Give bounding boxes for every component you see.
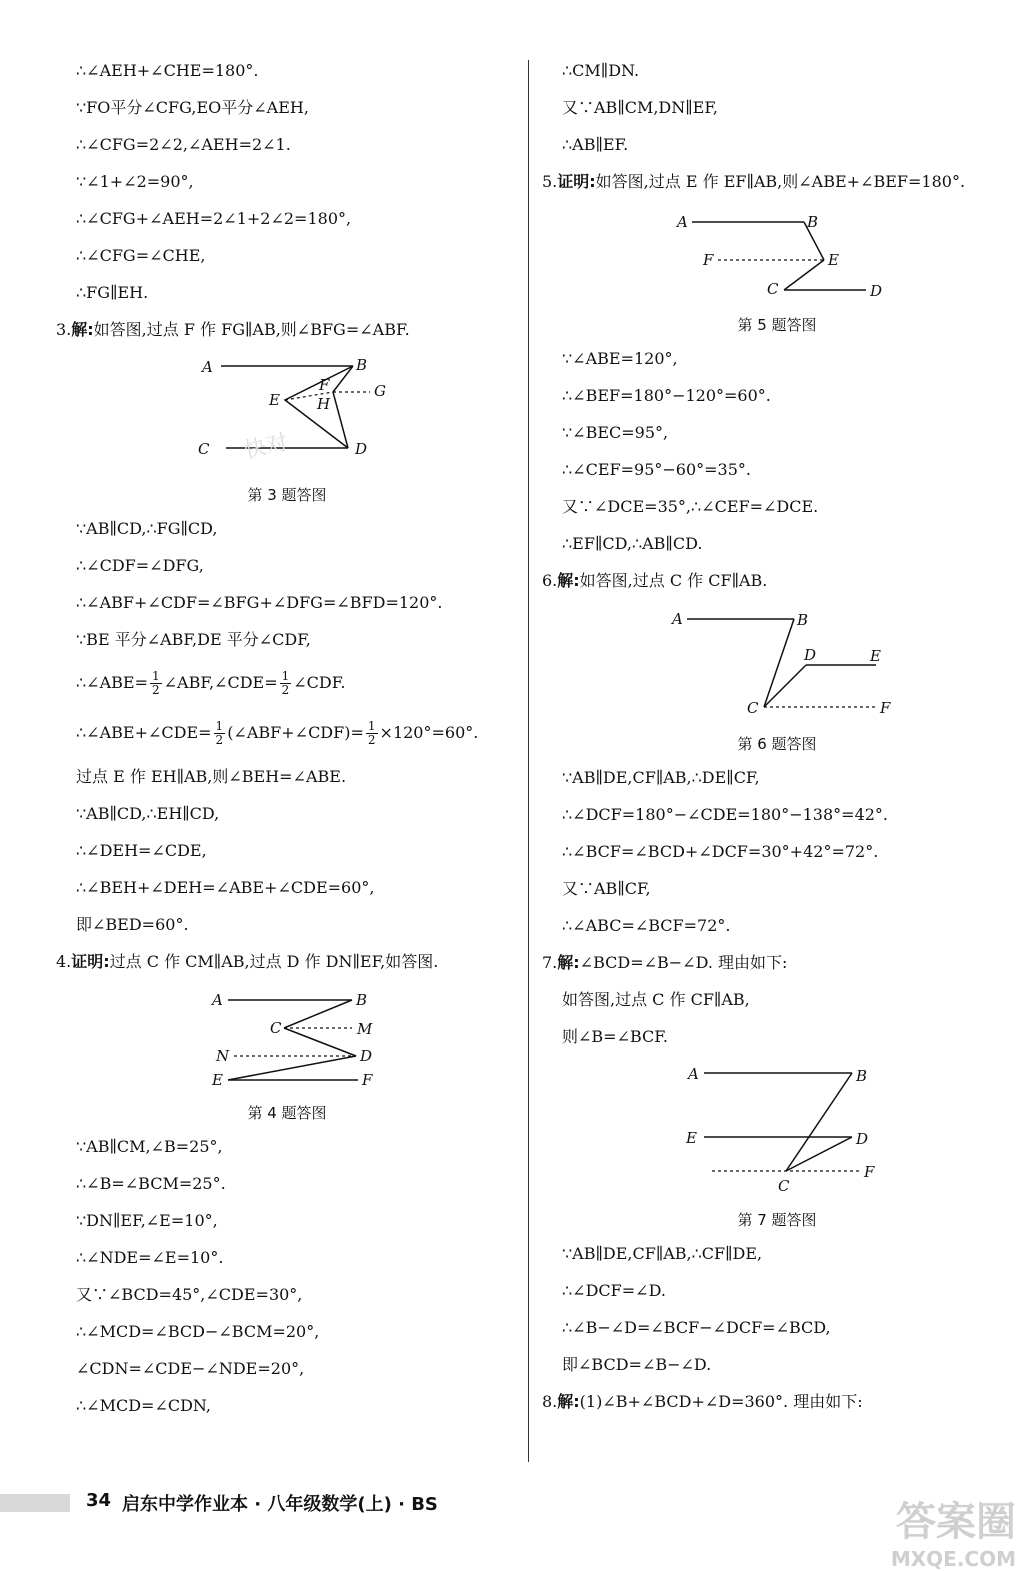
label-C: C: [778, 1177, 790, 1195]
label-F: F: [864, 1163, 875, 1181]
text-line: 又∵AB∥CF,: [562, 879, 651, 898]
text-line: ∴∠CFG=∠CHE,: [76, 246, 206, 265]
label-D: D: [804, 646, 817, 664]
label-F: F: [880, 699, 891, 717]
fraction: $\frac{1}{2}$: [151, 669, 160, 697]
figure-4: [56, 980, 518, 1098]
question-3-heading: [56, 311, 518, 348]
label-C: C: [270, 1019, 282, 1037]
text-line: ∵AB∥CD,∴EH∥CD,: [76, 804, 220, 823]
label-E: E: [870, 647, 881, 665]
book-title: 启东中学作业本 · 八年级数学(上) · BS: [122, 1494, 438, 1515]
text-line: ∴AB∥EF.: [562, 135, 629, 154]
text-line: ∴∠BEH+∠DEH=∠ABE+∠CDE=60°,: [76, 878, 375, 897]
label-D: D: [360, 1047, 373, 1065]
label-B: B: [356, 991, 368, 1009]
label-F: F: [703, 251, 714, 269]
text-line: 又∵∠BCD=45°,∠CDE=30°,: [76, 1285, 303, 1304]
label-E: E: [686, 1129, 697, 1147]
figure-5-diagram: [542, 200, 1012, 310]
text-line: ∵BE 平分∠ABF,DE 平分∠CDF,: [76, 630, 311, 649]
page-footer: [0, 1482, 1026, 1522]
text-line: ∵FO平分∠CFG,EO平分∠AEH,: [76, 98, 309, 117]
text-line: 即∠BCD=∠B−∠D.: [562, 1355, 712, 1374]
label-A: A: [677, 213, 688, 231]
figure-5-caption: 第 5 题答图: [737, 316, 817, 334]
figure-6: [542, 599, 1012, 729]
question-text: (1)∠B+∠BCD+∠D=360°. 理由如下:: [579, 1392, 863, 1411]
fraction: $\frac{1}{2}$: [281, 669, 290, 697]
text-line: ∵∠BEC=95°,: [562, 423, 669, 442]
question-7-heading: [542, 944, 1012, 981]
text-line: 则∠B=∠BCF.: [562, 1027, 668, 1046]
label-A: A: [202, 358, 213, 376]
figure-7-caption: 第 7 题答图: [737, 1211, 817, 1229]
right-column: [542, 52, 1012, 1420]
figure-3-diagram: [56, 348, 518, 480]
text-line: ∴∠CDF=∠DFG,: [76, 556, 204, 575]
question-number: 4.: [56, 952, 72, 971]
question-number: 7.: [542, 953, 558, 972]
text-line: ∴∠CFG=2∠2,∠AEH=2∠1.: [76, 135, 291, 154]
label-G: G: [374, 382, 386, 400]
label-C: C: [767, 280, 779, 298]
figure-4-caption: 第 4 题答图: [247, 1104, 327, 1122]
text-line-fraction: ∴∠ABE= $\frac{1}{2}$ ∠ABF,∠CDE= $\frac{1}{2}$ ∠CDF.: [76, 669, 346, 697]
question-text: 如答图,过点 C 作 CF∥AB.: [579, 571, 768, 590]
question-number: 8.: [542, 1392, 558, 1411]
watermark-stamp: 快对: [242, 430, 291, 464]
label-C: C: [747, 699, 759, 717]
label-E: E: [828, 251, 839, 269]
label-H: H: [317, 395, 331, 413]
label-B: B: [797, 611, 809, 629]
question-5-heading: [542, 163, 1012, 200]
figure-3-caption: 第 3 题答图: [247, 486, 327, 504]
label-M: M: [357, 1020, 373, 1038]
label-C: C: [198, 440, 210, 458]
watermark-logo: [891, 1490, 1016, 1571]
column-divider: [528, 60, 529, 1462]
label-D: D: [870, 282, 883, 300]
label-D: D: [355, 440, 368, 458]
text-line: ∴CM∥DN.: [562, 61, 640, 80]
text-line: ∵∠1+∠2=90°,: [76, 172, 194, 191]
question-text: 过点 C 作 CM∥AB,过点 D 作 DN∥EF,如答图.: [109, 952, 439, 971]
figure-5: [542, 200, 1012, 310]
figure-3: [56, 348, 518, 480]
question-6-heading: [542, 562, 1012, 599]
question-tag: 解:: [557, 953, 580, 972]
footer-bar: [0, 1494, 70, 1512]
fraction: $\frac{1}{2}$: [215, 719, 224, 747]
question-number: 6.: [542, 571, 558, 590]
text-line: ∴∠MCD=∠CDN,: [76, 1396, 211, 1415]
label-A: A: [212, 991, 223, 1009]
label-A: A: [672, 610, 683, 628]
left-column: [56, 52, 518, 1424]
text-line: ∵AB∥DE,CF∥AB,∴DE∥CF,: [562, 768, 760, 787]
label-E: E: [269, 391, 280, 409]
question-tag: 解:: [71, 320, 94, 339]
text-line: ∴∠B−∠D=∠BCF−∠DCF=∠BCD,: [562, 1318, 831, 1337]
page-number: 34: [86, 1490, 112, 1511]
watermark-url: MXQE.COM: [890, 1547, 1016, 1571]
label-B: B: [856, 1067, 868, 1085]
text-line: ∴∠ABF+∠CDF=∠BFG+∠DFG=∠BFD=120°.: [76, 593, 443, 612]
label-B: B: [807, 213, 819, 231]
text-line: ∴EF∥CD,∴AB∥CD.: [562, 534, 703, 553]
text-line: ∴∠BCF=∠BCD+∠DCF=30°+42°=72°.: [562, 842, 879, 861]
text-line: ∵AB∥DE,CF∥AB,∴CF∥DE,: [562, 1244, 763, 1263]
question-text: 如答图,过点 E 作 EF∥AB,则∠ABE+∠BEF=180°.: [595, 172, 966, 191]
text-line: ∴∠NDE=∠E=10°.: [76, 1248, 224, 1267]
text-line: 如答图,过点 C 作 CF∥AB,: [562, 990, 750, 1009]
label-D: D: [856, 1130, 869, 1148]
text-line: ∵AB∥CD,∴FG∥CD,: [76, 519, 218, 538]
text-line: 又∵∠DCE=35°,∴∠CEF=∠DCE.: [562, 497, 819, 516]
question-number: 3.: [56, 320, 72, 339]
text-line: ∴FG∥EH.: [76, 283, 149, 302]
figure-7: [542, 1055, 1012, 1205]
text-line: ∴∠BEF=180°−120°=60°.: [562, 386, 771, 405]
text-line: ∴∠DCF=∠D.: [562, 1281, 666, 1300]
question-tag: 证明:: [557, 172, 596, 191]
label-E: E: [212, 1071, 223, 1089]
label-F: F: [319, 376, 330, 394]
question-number: 5.: [542, 172, 558, 191]
text-line: ∴∠AEH+∠CHE=180°.: [76, 61, 259, 80]
watermark-text: 答案圈: [896, 1499, 1016, 1545]
text-line: ∵AB∥CM,∠B=25°,: [76, 1137, 223, 1156]
question-tag: 解:: [557, 571, 580, 590]
text-line: 即∠BED=60°.: [76, 915, 189, 934]
text-line: ∴∠DEH=∠CDE,: [76, 841, 207, 860]
figure-7-diagram: [542, 1055, 1012, 1205]
question-8-heading: [542, 1383, 1012, 1420]
question-text: ∠BCD=∠B−∠D. 理由如下:: [579, 953, 788, 972]
text-line: ∵DN∥EF,∠E=10°,: [76, 1211, 218, 1230]
question-4-heading: [56, 943, 518, 980]
text-line-fraction: ∴∠ABE+∠CDE= $\frac{1}{2}$ (∠ABF+∠CDF)= $\frac{1}{2}$ ×120°=60°.: [76, 719, 479, 747]
question-tag: 解:: [557, 1392, 580, 1411]
text-line: 又∵AB∥CM,DN∥EF,: [562, 98, 719, 117]
figure-6-caption: 第 6 题答图: [737, 735, 817, 753]
figure-4-diagram: [56, 980, 518, 1098]
question-text: 如答图,过点 F 作 FG∥AB,则∠BFG=∠ABF.: [93, 320, 410, 339]
text-line: ∴∠B=∠BCM=25°.: [76, 1174, 226, 1193]
text-line: ∵∠ABE=120°,: [562, 349, 678, 368]
fraction: $\frac{1}{2}$: [367, 719, 376, 747]
text-line: 过点 E 作 EH∥AB,则∠BEH=∠ABE.: [76, 767, 347, 786]
label-B: B: [356, 356, 368, 374]
text-line: ∴∠DCF=180°−∠CDE=180°−138°=42°.: [562, 805, 889, 824]
text-line: ∴∠MCD=∠BCD−∠BCM=20°,: [76, 1322, 320, 1341]
label-A: A: [688, 1065, 699, 1083]
label-N: N: [216, 1047, 230, 1065]
question-tag: 证明:: [71, 952, 110, 971]
text-line: ∴∠CEF=95°−60°=35°.: [562, 460, 751, 479]
text-line: ∴∠CFG+∠AEH=2∠1+2∠2=180°,: [76, 209, 352, 228]
figure-6-diagram: [542, 599, 1012, 729]
text-line: ∴∠ABC=∠BCF=72°.: [562, 916, 731, 935]
label-F: F: [362, 1071, 373, 1089]
text-line: ∠CDN=∠CDE−∠NDE=20°,: [76, 1359, 305, 1378]
